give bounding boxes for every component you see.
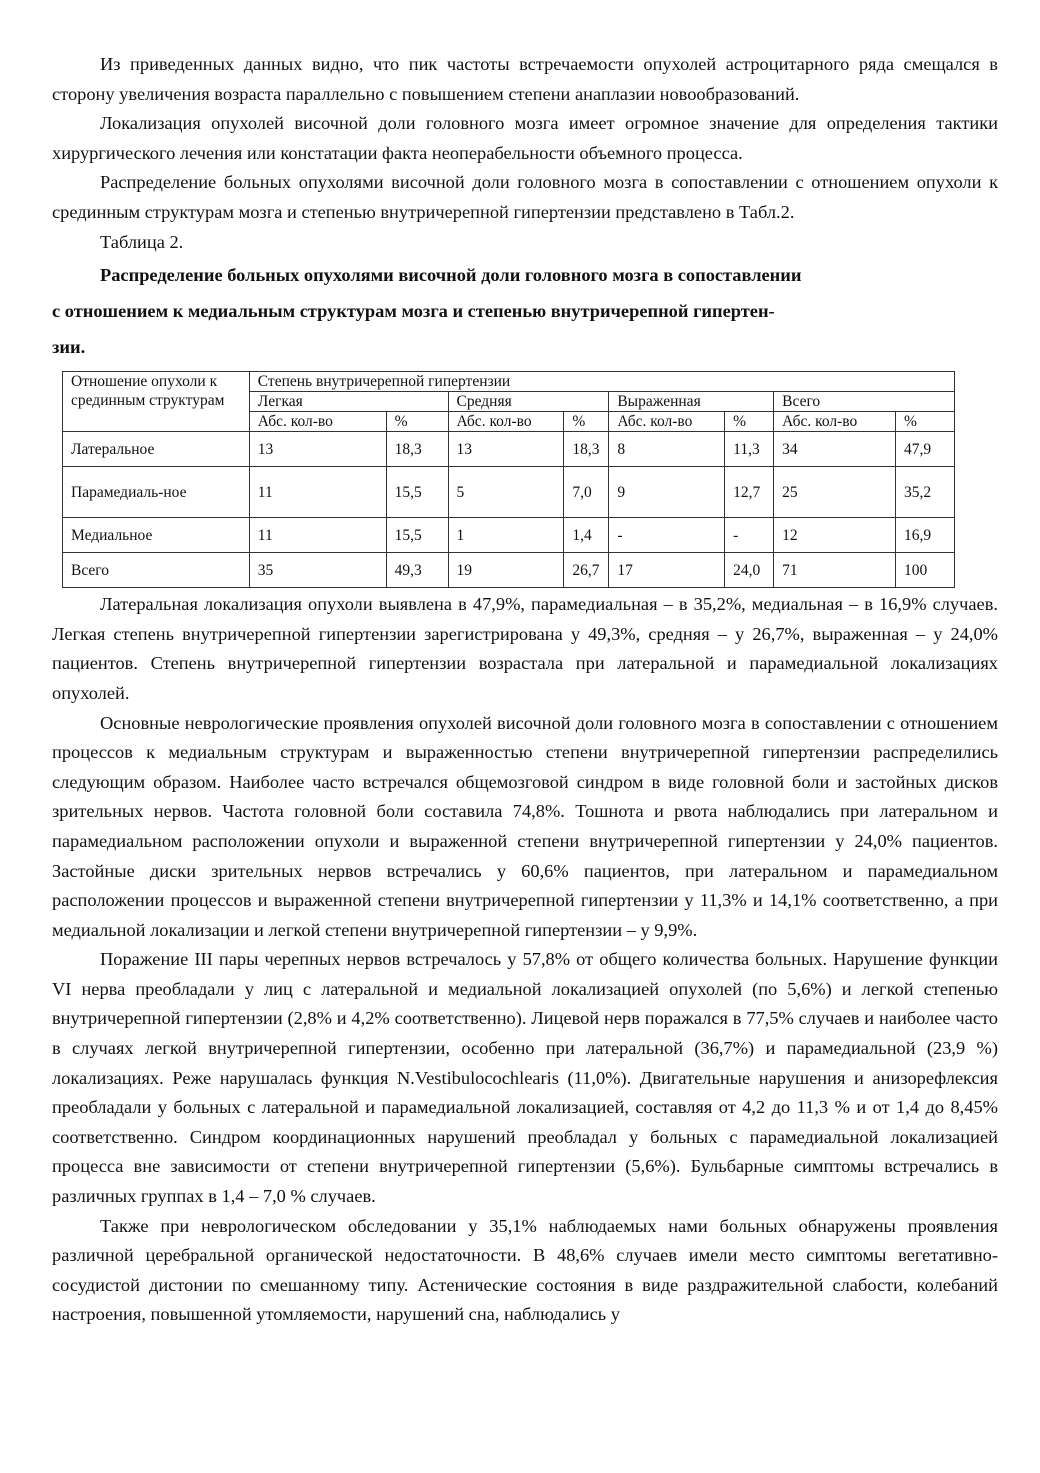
table-row: [63, 553, 955, 588]
table-row-label: Латеральное: [63, 432, 250, 467]
table-column-group: Всего: [774, 392, 955, 412]
table-subheader-abs: Абс. кол-во: [448, 412, 564, 432]
table-cell: 71: [774, 553, 896, 588]
table-subheader-pct: %: [895, 412, 954, 432]
table-cell: 17: [609, 553, 725, 588]
table-cell: 11,3: [725, 432, 774, 467]
table-subheader-abs: Абс. кол-во: [249, 412, 386, 432]
table-subheader-pct: %: [386, 412, 448, 432]
table-cell: 49,3: [386, 553, 448, 588]
table-label: Таблица 2.: [100, 231, 184, 252]
table-cell: 25: [774, 467, 896, 518]
table-cell: 13: [448, 432, 564, 467]
table-subheader-abs: Абс. кол-во: [774, 412, 896, 432]
table-cell: -: [609, 518, 725, 553]
table-cell: 15,5: [386, 518, 448, 553]
table-cell: 19: [448, 553, 564, 588]
table-cell: 5: [448, 467, 564, 518]
table-cell: 11: [249, 467, 386, 518]
table-cell: 18,3: [564, 432, 609, 467]
table-subheader-abs: Абс. кол-во: [609, 412, 725, 432]
table-cell: 35: [249, 553, 386, 588]
table-title: Распределение больных опухолями височной доли головного мозга в сопоставлении: [100, 265, 802, 286]
table-row-label: Медиальное: [63, 518, 250, 553]
table-cell: 35,2: [895, 467, 954, 518]
table-column-group: Выраженная: [609, 392, 774, 412]
paragraph: Распределение больных опухолями височной доли головного мозга в сопоставлении с отношением опухоли к срединным структурам мозга и степенью внутричерепной гипертензии представлено в Табл.2.: [52, 172, 998, 222]
table-cell: 24,0: [725, 553, 774, 588]
table-column-group: Легкая: [249, 392, 448, 412]
table-subheader-pct: %: [564, 412, 609, 432]
document-page: [52, 50, 998, 1330]
paragraph: Поражение III пары черепных нервов встречалось у 57,8% от общего количества больных. Нарушение функции VI нерва преобладали у лиц с латеральной и медиальной локализацией опухолей (по 5,6%) и легкой степенью внутричерепной гипертензии (2,8% и 4,2% соответственно). Лицевой нерв поражался в 77,5% случаев и наиболее часто в случаях легкой внутричерепной гипертензии, особенно при латеральной (36,7%) и парамедиальной (23,9 %) локализациях. Реже нарушалась функция N.Vestibulocochlearis (11,0%). Двигательные нарушения и анизорефлексия преобладали у больных с латеральной и парамедиальной локализацией, составляя от 4,2 до 11,3 % и от 1,4 до 8,45% соответственно. Синдром координационных нарушений преобладал у больных с парамедиальной локализацией процесса вне зависимости от степени внутричерепной гипертензии (5,6%). Бульбарные симптомы встречались в различных группах в 1,4 – 7,0 % случаев.: [52, 949, 998, 1207]
table-corner-header: Отношение опухоли к срединным структурам: [63, 372, 250, 432]
table-cell: 12,7: [725, 467, 774, 518]
table-row: [63, 432, 955, 467]
table-row-label: Парамедиаль-ное: [63, 467, 250, 518]
table-column-group: Средняя: [448, 392, 609, 412]
table-cell: 26,7: [564, 553, 609, 588]
paragraph: Латеральная локализация опухоли выявлена в 47,9%, парамедиальная – в 35,2%, медиальная – в 16,9% случаев. Легкая степень внутричерепной гипертензии зарегистрирована у 49,3%, средняя – у 26,7%, выраженная – у 24,0% пациентов. Степень внутричерепной гипертензии возрастала при латеральной и парамедиальной локализациях опухолей.: [52, 594, 998, 703]
paragraph: Локализация опухолей височной доли головного мозга имеет огромное значение для определения тактики хирургического лечения или констатации факта неоперабельности объемного процесса.: [52, 113, 998, 163]
table-cell: 9: [609, 467, 725, 518]
table-cell: 16,9: [895, 518, 954, 553]
table-cell: 11: [249, 518, 386, 553]
paragraph: Также при неврологическом обследовании у 35,1% наблюдаемых нами больных обнаружены проявления различной церебральной органической недостаточности. В 48,6% случаев имели место симптомы вегетативно-сосудистой дистонии по смешанному типу. Астенические состояния в виде раздражительной слабости, колебаний настроения, повышенной утомляемости, нарушений сна, наблюдались у: [52, 1215, 998, 1325]
table-cell: 18,3: [386, 432, 448, 467]
table-cell: 7,0: [564, 467, 609, 518]
table-row-label: Всего: [63, 553, 250, 588]
paragraph: Основные неврологические проявления опухолей височной доли головного мозга в сопоставлении с отношением процессов к медиальным структурам и выраженностью степени внутричерепной гипертензии распределились следующим образом. Наиболее часто встречался общемозговой синдром в виде головной боли и застойных дисков зрительных нервов. Частота головной боли составила 74,8%. Тошнота и рвота наблюдались при латеральном и парамедиальном расположении опухоли и выраженной степени внутричерепной гипертензии у 24,0% пациентов. Застойные диски зрительных нервов встречались у 60,6% пациентов, при латеральном и парамедиальном расположении процессов и выраженной степени внутричерепной гипертензии у 11,3% и 14,1% соответственно, а при медиальной локализации и легкой степени внутричерепной гипертензии – у 9,9%.: [52, 712, 998, 940]
table-cell: 15,5: [386, 467, 448, 518]
table-title: с отношением к медиальным структурам мозга и степенью внутричерепной гипертен-: [52, 301, 775, 322]
table-cell: 8: [609, 432, 725, 467]
table-row: [63, 518, 955, 553]
table-cell: 1,4: [564, 518, 609, 553]
table-cell: 12: [774, 518, 896, 553]
table-group-header: Степень внутричерепной гипертензии: [249, 372, 954, 392]
table-cell: 34: [774, 432, 896, 467]
table-cell: 100: [895, 553, 954, 588]
table-cell: 1: [448, 518, 564, 553]
data-table: [62, 371, 955, 588]
paragraph: Из приведенных данных видно, что пик частоты встречаемости опухолей астроцитарного ряда смещался в сторону увеличения возраста параллельно с повышением степени анаплазии новообразований.: [52, 54, 998, 104]
table-title: зии.: [52, 337, 86, 358]
table-row: [63, 467, 955, 518]
table-cell: 13: [249, 432, 386, 467]
table-cell: 47,9: [895, 432, 954, 467]
table-subheader-pct: %: [725, 412, 774, 432]
table-cell: -: [725, 518, 774, 553]
